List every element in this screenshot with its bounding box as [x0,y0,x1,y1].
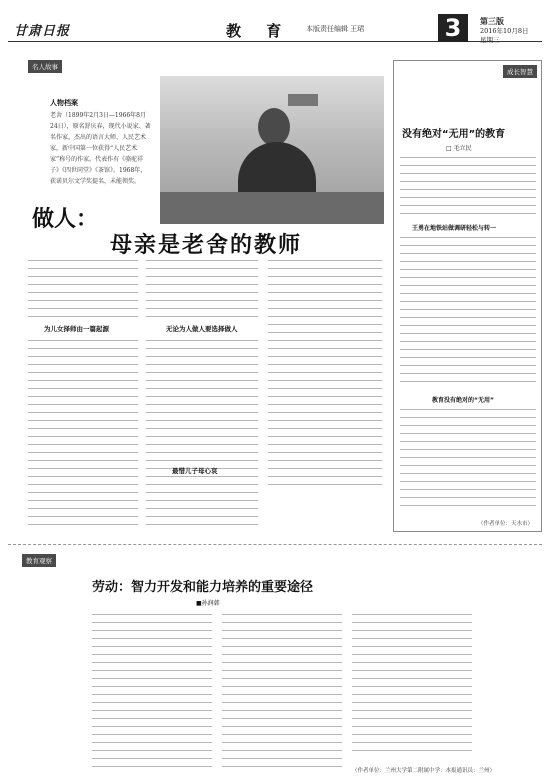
right-sign: （作者单位：天水市） [477,521,533,527]
bottom-body-2 [222,614,342,774]
bottom-body-1 [92,614,212,774]
bottom-footer: （作者单位：兰州大学第二附属中学：本报通讯员：兰州） [352,768,496,774]
right-title: 没有绝对“无用”的教育 [402,129,506,140]
subhead-3: 无论为人做人要选择做人 [166,325,238,333]
masthead [8,14,542,42]
section-title: 教 育 [226,22,292,40]
body-col-3 [268,260,382,490]
body-col-1a [28,260,138,320]
right-subhead: 王勇在地铁站做调研轻松与转一 [412,225,497,232]
section-divider [8,544,542,545]
section-tag-bottom: 教育观察 [22,554,56,567]
right-author: □ 毛立民 [446,145,472,152]
edition-label: 第三版 [480,16,504,26]
right-body-3 [400,409,536,515]
bottom-author: ■孙润韩 [196,600,220,607]
headline-main: 做人： [32,207,99,232]
profile-title: 人物档案 [50,99,78,107]
right-body-2 [400,237,536,385]
section-tag: 名人故事 [28,60,62,73]
issue-date: 2016年10月8日 [480,27,529,35]
editor-credit: 本版责任编辑 王珺 [306,25,365,33]
lamp-shade [288,94,318,106]
desk [160,192,384,224]
profile-text: 老舍（1899年2月3日—1966年8月24日），原名舒庆春，现代小说家、著名作家，杰出的语言大师、人民艺术家，新中国第一位获得“人民艺术家”称号的作家。代表作有《骆驼祥子》《四世同堂》《茶馆》。1968年，获诺贝尔文学奖提名，未能领奖。 [50,112,151,185]
right-subhead-2: 教育没有绝对的“无用” [432,397,494,404]
subhead-end: 最惜儿子母心哀 [172,467,218,475]
right-article [393,60,542,532]
bottom-body-3 [352,614,472,764]
bottom-article [8,548,542,778]
page-number: 3 [438,14,468,42]
portrait-face [258,108,290,146]
issue-weekday: 星期三 [480,36,500,44]
section-tag-right: 成长智慧 [503,65,537,78]
body-col-1b [28,340,138,530]
left-article [22,60,385,540]
body-col-2b [146,340,258,530]
body-col-2a [146,260,258,320]
subhead-1: 为儿女择师由一篇起源 [44,325,109,333]
portrait-photo [160,76,384,224]
right-body-1 [400,157,536,217]
newspaper-logo: 甘肃日报 [14,24,71,39]
edition-info [480,17,528,45]
bottom-title: 劳动：智力开发和能力培养的重要途径 [92,580,314,595]
headline-sub: 母亲是老舍的教师 [110,233,303,258]
